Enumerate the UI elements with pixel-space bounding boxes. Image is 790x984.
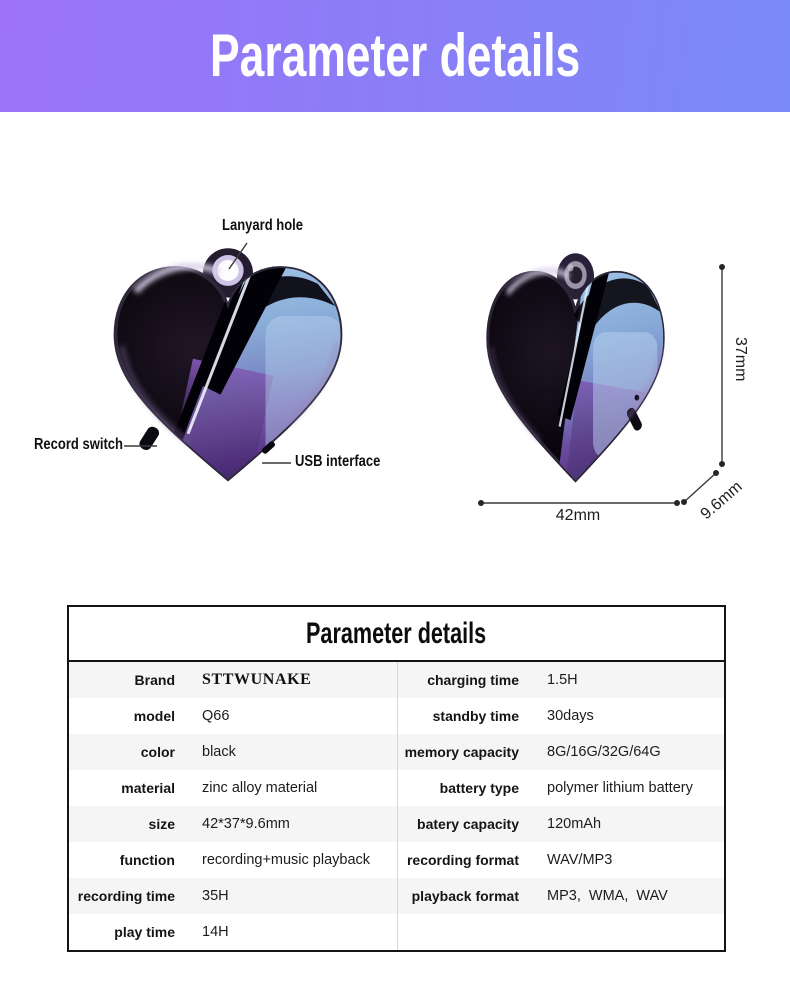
spec-label: size	[148, 816, 175, 832]
table-row	[69, 662, 724, 698]
table-row	[69, 806, 724, 842]
table-row	[69, 698, 724, 734]
label-lanyard-hole: Lanyard hole	[222, 217, 304, 234]
table-row	[69, 878, 724, 914]
spec-label: batery capacity	[417, 816, 519, 832]
spec-label: Brand	[134, 672, 175, 688]
spec-value-brand: STTWUNAKE	[202, 671, 312, 688]
spec-label: function	[119, 852, 175, 868]
product-figure	[0, 112, 790, 582]
spec-label: model	[133, 708, 175, 724]
table-title-row	[69, 607, 724, 662]
spec-label: memory capacity	[404, 744, 519, 760]
dimension-height-label: 37mm	[732, 337, 749, 382]
table-body	[69, 662, 724, 950]
spec-value: 14H	[202, 924, 229, 940]
spec-value: WAV/MP3	[547, 852, 613, 868]
spec-value: zinc alloy material	[202, 780, 318, 796]
spec-value: Q66	[202, 708, 230, 724]
lanyard-pointer-line	[229, 243, 247, 269]
spec-label: standby time	[432, 708, 519, 724]
dimension-width-label: 42mm	[555, 507, 601, 524]
spec-label: playback format	[411, 888, 519, 904]
label-record-switch: Record switch	[34, 436, 124, 453]
spec-label: color	[140, 744, 175, 760]
label-usb-interface: USB interface	[295, 453, 381, 470]
spec-label: play time	[114, 924, 175, 940]
spec-label: charging time	[427, 672, 519, 688]
table-row	[69, 842, 724, 878]
spec-value: 8G/16G/32G/64G	[547, 744, 661, 760]
annotation-lines	[0, 190, 790, 550]
spec-value: 1.5H	[547, 672, 578, 688]
spec-label: battery type	[439, 780, 519, 796]
table-row	[69, 914, 724, 950]
spec-value: 42*37*9.6mm	[202, 816, 290, 832]
spec-value: black	[202, 744, 236, 760]
table-row	[69, 734, 724, 770]
table-title: Parameter details	[306, 616, 487, 650]
parameter-table	[67, 605, 726, 952]
spec-value: 120mAh	[547, 816, 602, 832]
spec-label: recording time	[77, 888, 175, 904]
spec-value: 35H	[202, 888, 229, 904]
spec-value: polymer lithium battery	[547, 780, 693, 796]
spec-value: recording+music playback	[202, 852, 371, 868]
spec-value: 30days	[547, 708, 594, 724]
spec-label: recording format	[406, 852, 519, 868]
header-banner	[0, 0, 790, 112]
spec-label: material	[121, 780, 175, 796]
table-row	[69, 770, 724, 806]
spec-value: MP3, WMA, WAV	[547, 888, 668, 904]
dimension-thickness-label: 9.6mm	[697, 478, 746, 524]
page-title: Parameter details	[209, 22, 581, 89]
